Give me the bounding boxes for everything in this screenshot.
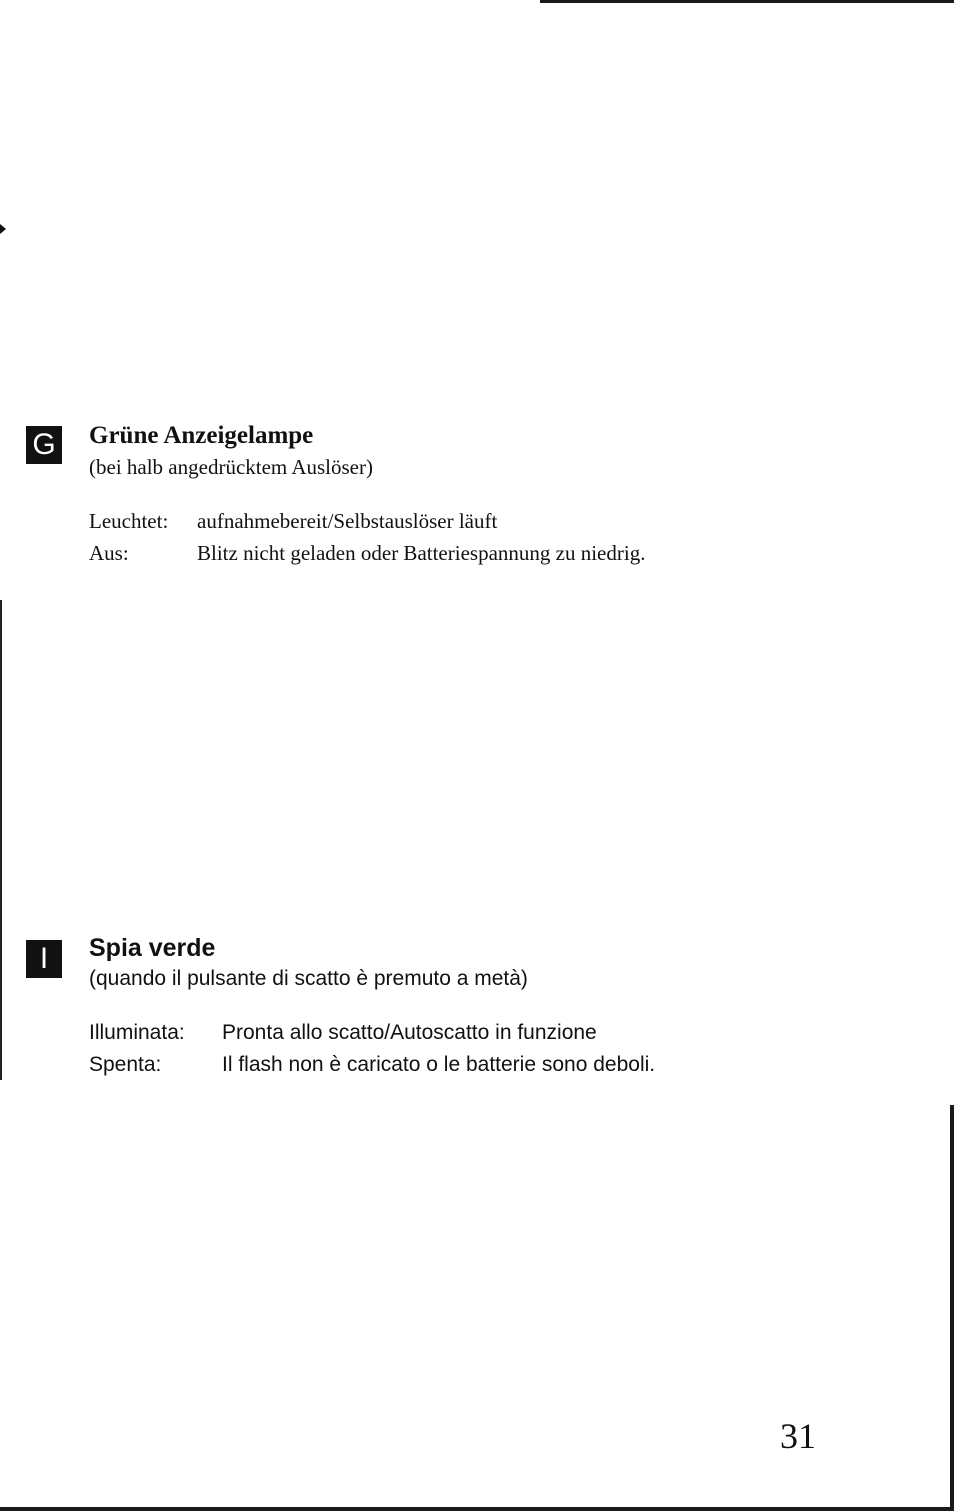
italian-state-off — [89, 1049, 849, 1081]
german-title: Grüne Anzeigelampe — [89, 422, 314, 449]
state-text: Il flash non è caricato o le batterie sono deboli. — [222, 1053, 656, 1076]
state-text: Pronta allo scatto/Autoscatto in funzione — [222, 1021, 597, 1044]
german-state-on — [89, 505, 849, 537]
page-number: 31 — [780, 1416, 816, 1456]
german-state-off — [89, 537, 849, 569]
language-badge-italian: I — [26, 940, 62, 978]
german-subtitle: (bei halb angedrücktem Auslöser) — [89, 455, 373, 479]
state-text: aufnahmebereit/Selbstauslöser läuft — [197, 509, 498, 533]
german-states — [89, 505, 849, 569]
italian-states — [89, 1017, 849, 1081]
italian-subtitle: (quando il pulsante di scatto è premuto a metà) — [89, 967, 528, 990]
margin-arrow-icon — [0, 224, 6, 234]
state-text: Blitz nicht geladen oder Batteriespannung zu niedrig. — [197, 541, 646, 565]
state-label: Illuminata: — [89, 1021, 185, 1044]
scan-edge-left — [0, 600, 2, 1080]
scan-edge-right — [950, 1105, 954, 1511]
scan-edge-top — [540, 0, 954, 3]
italian-title: Spia verde — [89, 934, 216, 962]
language-badge-german: G — [26, 426, 62, 464]
italian-content — [89, 932, 849, 1081]
italian-state-on — [89, 1017, 849, 1049]
state-label: Aus: — [89, 541, 129, 565]
state-label: Leuchtet: — [89, 509, 169, 533]
scan-edge-bottom — [0, 1507, 954, 1511]
state-label: Spenta: — [89, 1053, 162, 1076]
german-content — [89, 420, 849, 569]
